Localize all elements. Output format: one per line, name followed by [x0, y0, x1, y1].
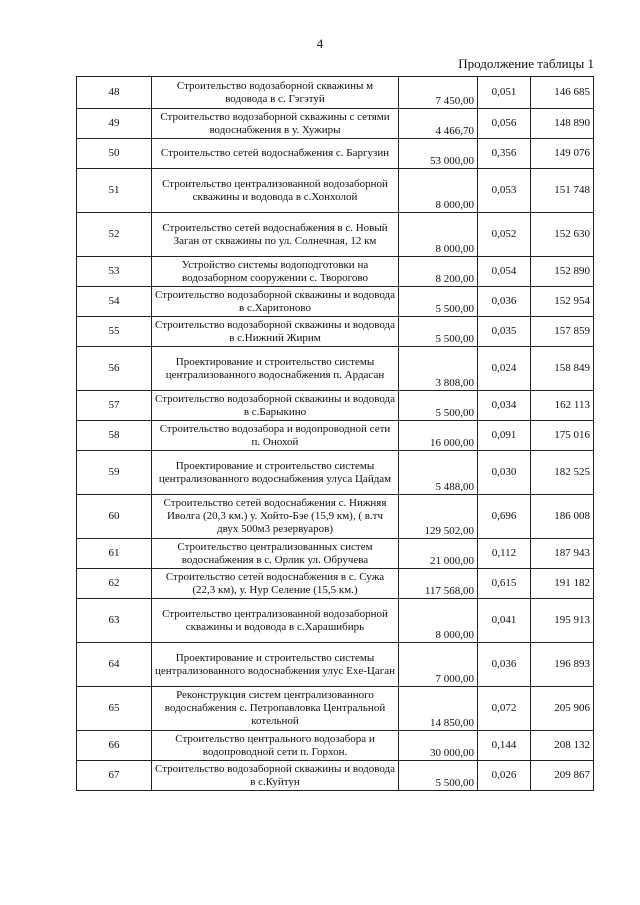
- project-name-cell: Строительство водозаборной скважины с сетями водоснабжения в у. Хужиры: [152, 109, 399, 139]
- cumulative-total-cell: 209 867: [531, 761, 594, 791]
- cumulative-total-cell: 152 890: [531, 257, 594, 287]
- row-number-cell: 58: [77, 421, 152, 451]
- project-cost-cell: 8 000,00: [399, 213, 478, 257]
- table-row: [77, 421, 594, 451]
- project-cost-cell: 5 488,00: [399, 451, 478, 495]
- cost-ratio-cell: 0,356: [478, 139, 531, 169]
- cumulative-total-cell: 195 913: [531, 599, 594, 643]
- cost-ratio-cell: 0,035: [478, 317, 531, 347]
- cost-ratio-cell: 0,026: [478, 761, 531, 791]
- cost-ratio-cell: 0,024: [478, 347, 531, 391]
- row-number-cell: 61: [77, 539, 152, 569]
- cost-ratio-cell: 0,054: [478, 257, 531, 287]
- table-row: [77, 731, 594, 761]
- project-name-cell: Строительство централизованной водозаборной скважины и водовода в с.Харашибирь: [152, 599, 399, 643]
- table-row: [77, 687, 594, 731]
- project-name-cell: Строительство водозаборной скважины и водовода в с.Нижний Жирим: [152, 317, 399, 347]
- project-name-cell: Строительство централизованных систем водоснабжения в с. Орлик ул. Обручева: [152, 539, 399, 569]
- row-number-cell: 55: [77, 317, 152, 347]
- project-cost-cell: 8 000,00: [399, 169, 478, 213]
- cumulative-total-cell: 205 906: [531, 687, 594, 731]
- row-number-cell: 51: [77, 169, 152, 213]
- project-cost-cell: 5 500,00: [399, 317, 478, 347]
- project-cost-cell: 7 000,00: [399, 643, 478, 687]
- table-row: [77, 213, 594, 257]
- cost-ratio-cell: 0,053: [478, 169, 531, 213]
- project-name-cell: Строительство водозабора и водопроводной сети п. Онохой: [152, 421, 399, 451]
- row-number-cell: 67: [77, 761, 152, 791]
- row-number-cell: 57: [77, 391, 152, 421]
- cost-ratio-cell: 0,144: [478, 731, 531, 761]
- project-cost-cell: 129 502,00: [399, 495, 478, 539]
- cumulative-total-cell: 152 630: [531, 213, 594, 257]
- cumulative-total-cell: 175 016: [531, 421, 594, 451]
- project-name-cell: Строительство водозаборной скважины и водовода в с.Харитоново: [152, 287, 399, 317]
- cost-ratio-cell: 0,696: [478, 495, 531, 539]
- table-row: [77, 539, 594, 569]
- table-body: [77, 77, 594, 791]
- page-number: 4: [316, 36, 324, 51]
- table-row: [77, 569, 594, 599]
- cost-ratio-cell: 0,036: [478, 643, 531, 687]
- cumulative-total-cell: 182 525: [531, 451, 594, 495]
- project-cost-cell: 7 450,00: [399, 77, 478, 109]
- table-row: [77, 599, 594, 643]
- table-row: [77, 347, 594, 391]
- row-number-cell: 59: [77, 451, 152, 495]
- project-name-cell: Строительство сетей водоснабжения в с. Новый Заган от скважины по ул. Солнечная, 12 км: [152, 213, 399, 257]
- cost-ratio-cell: 0,091: [478, 421, 531, 451]
- cumulative-total-cell: 196 893: [531, 643, 594, 687]
- row-number-cell: 48: [77, 77, 152, 109]
- project-cost-cell: 21 000,00: [399, 539, 478, 569]
- cumulative-total-cell: 151 748: [531, 169, 594, 213]
- table-row: [77, 317, 594, 347]
- table-row: [77, 139, 594, 169]
- cumulative-total-cell: 152 954: [531, 287, 594, 317]
- project-name-cell: Устройство системы водоподготовки на водозаборном сооружении с. Творогово: [152, 257, 399, 287]
- table-row: [77, 495, 594, 539]
- cumulative-total-cell: 191 182: [531, 569, 594, 599]
- cost-ratio-cell: 0,030: [478, 451, 531, 495]
- project-cost-cell: 53 000,00: [399, 139, 478, 169]
- cost-ratio-cell: 0,056: [478, 109, 531, 139]
- row-number-cell: 52: [77, 213, 152, 257]
- cumulative-total-cell: 162 113: [531, 391, 594, 421]
- project-cost-cell: 16 000,00: [399, 421, 478, 451]
- cumulative-total-cell: 187 943: [531, 539, 594, 569]
- cumulative-total-cell: 186 008: [531, 495, 594, 539]
- table-row: [77, 287, 594, 317]
- project-name-cell: Проектирование и строительство системы централизованного водоснабжения п. Ардасан: [152, 347, 399, 391]
- cost-ratio-cell: 0,112: [478, 539, 531, 569]
- row-number-cell: 54: [77, 287, 152, 317]
- project-name-cell: Проектирование и строительство системы централизованного водоснабжения улуса Цайдам: [152, 451, 399, 495]
- project-name-cell: Строительство сетей водоснабжения с. Нижняя Иволга (20,3 км.) у. Хойто-Бэе (15,9 км), ( в.тч двух 500м3 резервуаров): [152, 495, 399, 539]
- cost-ratio-cell: 0,036: [478, 287, 531, 317]
- table-row: [77, 391, 594, 421]
- table-row: [77, 77, 594, 109]
- project-cost-cell: 5 500,00: [399, 391, 478, 421]
- table-row: [77, 257, 594, 287]
- project-name-cell: Строительство сетей водоснабжения с. Баргузин: [152, 139, 399, 169]
- project-name-cell: Строительство водозаборной скважины и водовода в с.Куйтун: [152, 761, 399, 791]
- row-number-cell: 60: [77, 495, 152, 539]
- row-number-cell: 62: [77, 569, 152, 599]
- table-row: [77, 109, 594, 139]
- table-continuation-label: Продолжение таблицы 1: [458, 56, 594, 71]
- row-number-cell: 53: [77, 257, 152, 287]
- project-name-cell: Строительство сетей водоснабжения в с. Сужа (22,3 км), у. Нур Селение (15,5 км.): [152, 569, 399, 599]
- row-number-cell: 56: [77, 347, 152, 391]
- project-cost-cell: 14 850,00: [399, 687, 478, 731]
- row-number-cell: 66: [77, 731, 152, 761]
- cost-ratio-cell: 0,052: [478, 213, 531, 257]
- project-name-cell: Строительство водозаборной скважины м водовода в с. Гэгэтуй: [152, 77, 399, 109]
- cumulative-total-cell: 149 076: [531, 139, 594, 169]
- cost-ratio-cell: 0,072: [478, 687, 531, 731]
- cumulative-total-cell: 157 859: [531, 317, 594, 347]
- project-name-cell: Реконструкция систем централизованного водоснабжения с. Петропавловка Центральной котельной: [152, 687, 399, 731]
- row-number-cell: 50: [77, 139, 152, 169]
- cost-ratio-cell: 0,041: [478, 599, 531, 643]
- project-name-cell: Строительство водозаборной скважины и водовода в с.Барыкино: [152, 391, 399, 421]
- project-cost-cell: 3 808,00: [399, 347, 478, 391]
- project-cost-cell: 4 466,70: [399, 109, 478, 139]
- cumulative-total-cell: 208 132: [531, 731, 594, 761]
- table-row: [77, 451, 594, 495]
- cumulative-total-cell: 158 849: [531, 347, 594, 391]
- row-number-cell: 49: [77, 109, 152, 139]
- row-number-cell: 65: [77, 687, 152, 731]
- cost-ratio-cell: 0,034: [478, 391, 531, 421]
- project-name-cell: Проектирование и строительство системы централизованного водоснабжения улус Exe-Цаган: [152, 643, 399, 687]
- cumulative-total-cell: 148 890: [531, 109, 594, 139]
- row-number-cell: 63: [77, 599, 152, 643]
- cost-ratio-cell: 0,615: [478, 569, 531, 599]
- cost-ratio-cell: 0,051: [478, 77, 531, 109]
- project-cost-cell: 5 500,00: [399, 287, 478, 317]
- project-cost-cell: 5 500,00: [399, 761, 478, 791]
- project-cost-cell: 30 000,00: [399, 731, 478, 761]
- projects-table: [76, 76, 594, 791]
- project-name-cell: Строительство центрального водозабора и водопроводной сети п. Горхон.: [152, 731, 399, 761]
- row-number-cell: 64: [77, 643, 152, 687]
- table-row: [77, 169, 594, 213]
- project-cost-cell: 8 000,00: [399, 599, 478, 643]
- table-row: [77, 643, 594, 687]
- project-cost-cell: 8 200,00: [399, 257, 478, 287]
- cumulative-total-cell: 146 685: [531, 77, 594, 109]
- project-cost-cell: 117 568,00: [399, 569, 478, 599]
- table-row: [77, 761, 594, 791]
- project-name-cell: Строительство централизованной водозаборной скважины и водовода в с.Хонхолой: [152, 169, 399, 213]
